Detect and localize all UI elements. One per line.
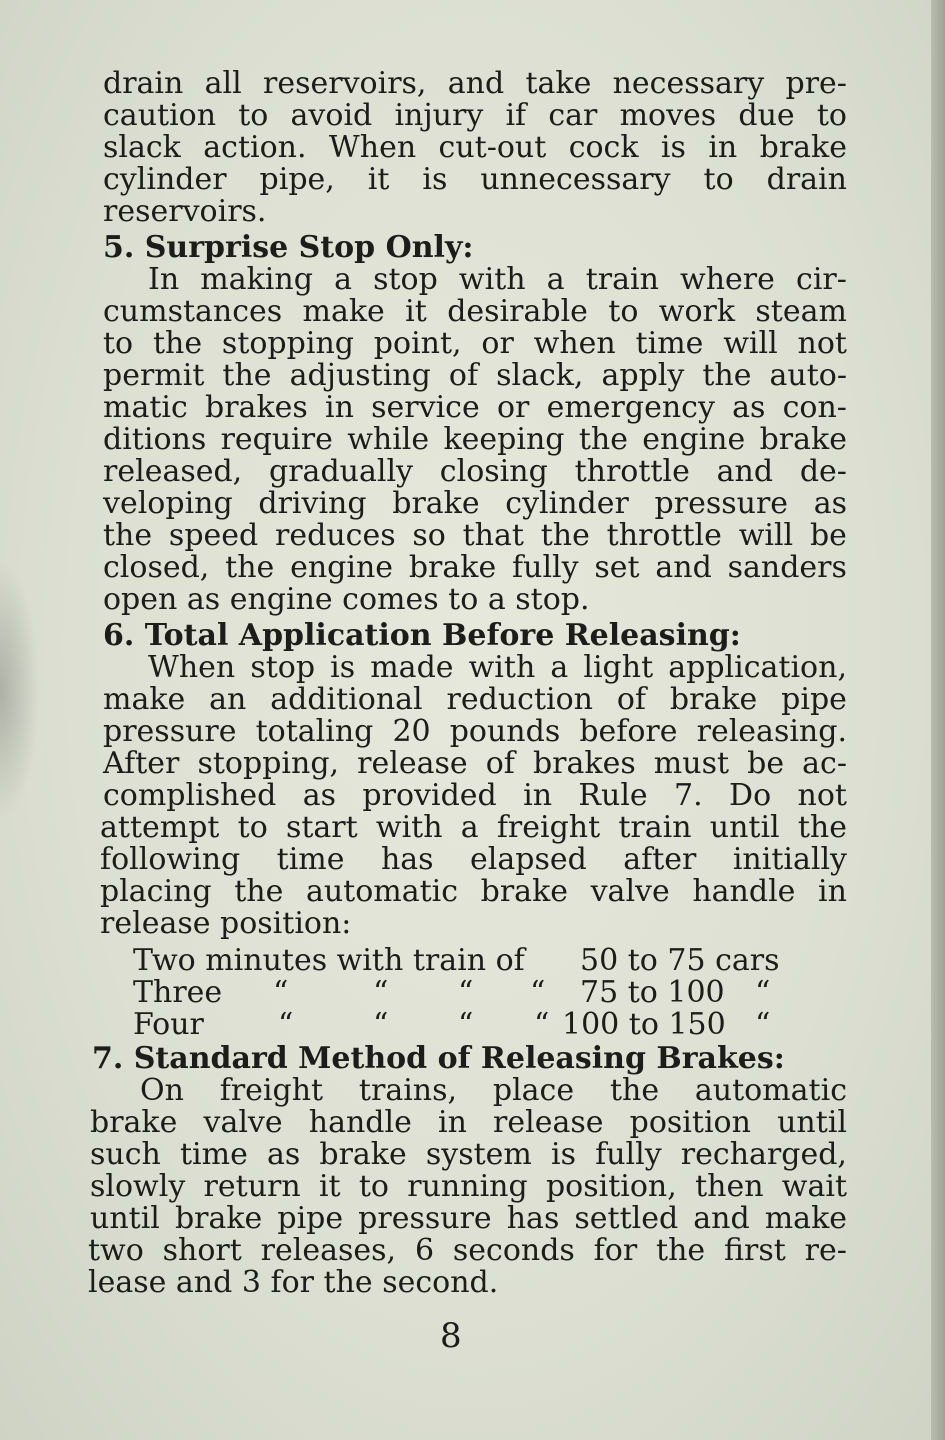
table-row-range: 50 to 75 cars [580,943,780,978]
text-line: permit the adjusting of slack, apply the auto- [103,358,847,393]
text-line: cumstances make it desirable to work steam [103,294,847,329]
ditto-mark: “ [458,975,474,1010]
text-line: complished as provided in Rule 7. Do not [103,778,847,813]
text-line: cylinder pipe, it is unnecessary to drain [103,162,847,197]
text-line: drain all reservoirs, and take necessary pre- [103,66,847,101]
page-number: 8 [440,1316,462,1356]
text-line: released, gradually closing throttle and de- [103,454,847,489]
text-line: make an additional reduction of brake pipe [103,682,847,717]
table-row-label: Four [133,1007,204,1042]
page-edge [931,0,945,1440]
table-row-range: 75 to 100 [580,975,725,1010]
text-line: attempt to start with a freight train until the [100,810,847,845]
section-heading: 5. Surprise Stop Only: [103,230,474,265]
text-line: until brake pipe pressure has settled and make [90,1201,847,1236]
text-line: two short releases, 6 seconds for the first re- [88,1233,847,1268]
text-line: slack action. When cut-out cock is in brake [103,130,847,165]
text-line: release position: [100,906,352,941]
ditto-mark: “ [458,1007,474,1042]
text-line: When stop is made with a light application, [148,650,847,685]
ditto-mark: “ [373,1007,389,1042]
ditto-mark: “ [530,975,546,1010]
ditto-mark: “ [755,1007,771,1042]
text-line: veloping driving brake cylinder pressure as [103,486,847,521]
text-line: ditions require while keeping the engine brake [103,422,847,457]
text-line: placing the automatic brake valve handle in [100,874,847,909]
table-row-range: 100 to 150 [562,1007,726,1042]
text-line: pressure totaling 20 pounds before releasing. [103,714,847,749]
text-line: On freight trains, place the automatic [140,1073,847,1108]
ditto-mark: “ [278,1007,294,1042]
ditto-mark: “ [755,975,771,1010]
text-line: to the stopping point, or when time will not [103,326,847,361]
text-line: slowly return it to running position, then wait [90,1169,847,1204]
text-line: In making a stop with a train where cir- [148,262,847,297]
text-line: the speed reduces so that the throttle will be [103,518,847,553]
text-line: reservoirs. [103,194,267,229]
ditto-mark: “ [373,975,389,1010]
section-heading: 7. Standard Method of Releasing Brakes: [92,1041,785,1076]
text-line: matic brakes in service or emergency as con- [103,390,847,425]
text-line: such time as brake system is fully recharged, [90,1137,847,1172]
text-line: lease and 3 for the second. [88,1265,499,1300]
section-heading: 6. Total Application Before Releasing: [103,618,741,653]
text-line: caution to avoid injury if car moves due to [103,98,847,133]
ditto-mark: “ [534,1007,550,1042]
ditto-mark: “ [273,975,289,1010]
text-line: closed, the engine brake fully set and sanders [103,550,847,585]
page-shadow [0,560,40,820]
text-line: following time has elapsed after initially [100,842,847,877]
table-row-label: Three [133,975,223,1010]
table-row-label: Two minutes with train of [133,943,525,978]
text-line: brake valve handle in release position until [90,1105,847,1140]
text-line: open as engine comes to a stop. [103,582,590,617]
text-line: After stopping, release of brakes must be ac- [103,746,847,781]
